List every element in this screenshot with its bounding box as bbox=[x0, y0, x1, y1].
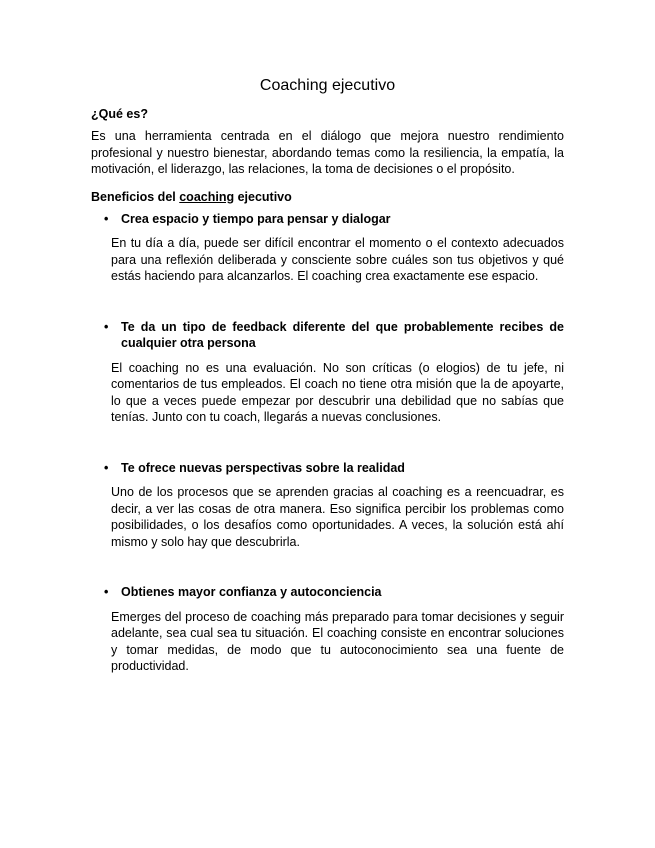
benefit-title: Te da un tipo de feedback diferente del que probablemente recibes de cualquier otra persona bbox=[121, 319, 564, 350]
bullet-icon: • bbox=[104, 460, 109, 475]
benefit-text: Emerges del proceso de coaching más preparado para tomar decisiones y seguir adelante, sea cual sea tu situación. El coaching consiste en encontrar soluciones y tomar medidas, de modo que tu autoconocimiento sea una fuente de productividad. bbox=[111, 609, 564, 673]
bullet-icon: • bbox=[104, 319, 109, 334]
benefit-item bbox=[91, 211, 564, 285]
benefit-title: Obtienes mayor confianza y autoconciencia bbox=[121, 585, 382, 599]
benefit-item bbox=[91, 460, 564, 551]
what-paragraph: Es una herramienta centrada en el diálogo que mejora nuestro rendimiento profesional y nuestro bienestar, abordando temas como la resiliencia, la empatía, la motivación, el liderazgo, las relaciones, la toma de decisiones o el propósito. bbox=[91, 129, 564, 176]
benefit-title-row bbox=[91, 584, 564, 601]
what-heading: ¿Qué es? bbox=[91, 107, 148, 121]
benefit-title: Crea espacio y tiempo para pensar y dialogar bbox=[121, 211, 391, 226]
bullet-icon: • bbox=[104, 211, 109, 226]
benefits-heading-suffix: ejecutivo bbox=[234, 189, 292, 204]
document-page bbox=[91, 76, 564, 675]
benefit-text: Uno de los procesos que se aprenden gracias al coaching es a reencuadrar, es decir, a ver las cosas de otra manera. Eso significa percibir los problemas como posibilidades, o los desafíos como oportunidades. A veces, la solución está ahí mismo y solo hay que descubrirla. bbox=[111, 485, 564, 549]
benefits-heading bbox=[91, 189, 564, 205]
benefit-item bbox=[91, 319, 564, 426]
benefits-heading-prefix: Beneficios del bbox=[91, 189, 180, 204]
benefit-text: En tu día a día, puede ser difícil encontrar el momento o el contexto adecuados para una reflexión deliberada y consciente sobre cuáles son tus objetivos y qué estás haciendo para alcanzarlos. El coaching crea exactamente ese espacio. bbox=[111, 236, 564, 283]
benefit-title-row bbox=[91, 211, 564, 228]
benefit-text: El coaching no es una evaluación. No son críticas (o elogios) de tu jefe, ni comentarios de tus empleados. El coach no tiene otra misión que la de apoyarte, lo que a veces puede empezar por descubrir una debilidad que no sabías que tenías. Junto con tu coach, llegarás a nuevas conclusiones. bbox=[111, 360, 564, 424]
benefit-title-row bbox=[91, 460, 564, 477]
bullet-icon: • bbox=[104, 585, 109, 599]
benefit-item bbox=[91, 584, 564, 675]
benefit-title: Te ofrece nuevas perspectivas sobre la realidad bbox=[121, 460, 405, 475]
benefit-title-row bbox=[91, 319, 564, 352]
benefits-section bbox=[91, 189, 564, 675]
benefits-heading-underlined: coaching bbox=[179, 189, 235, 204]
document-title: Coaching ejecutivo bbox=[259, 77, 396, 94]
